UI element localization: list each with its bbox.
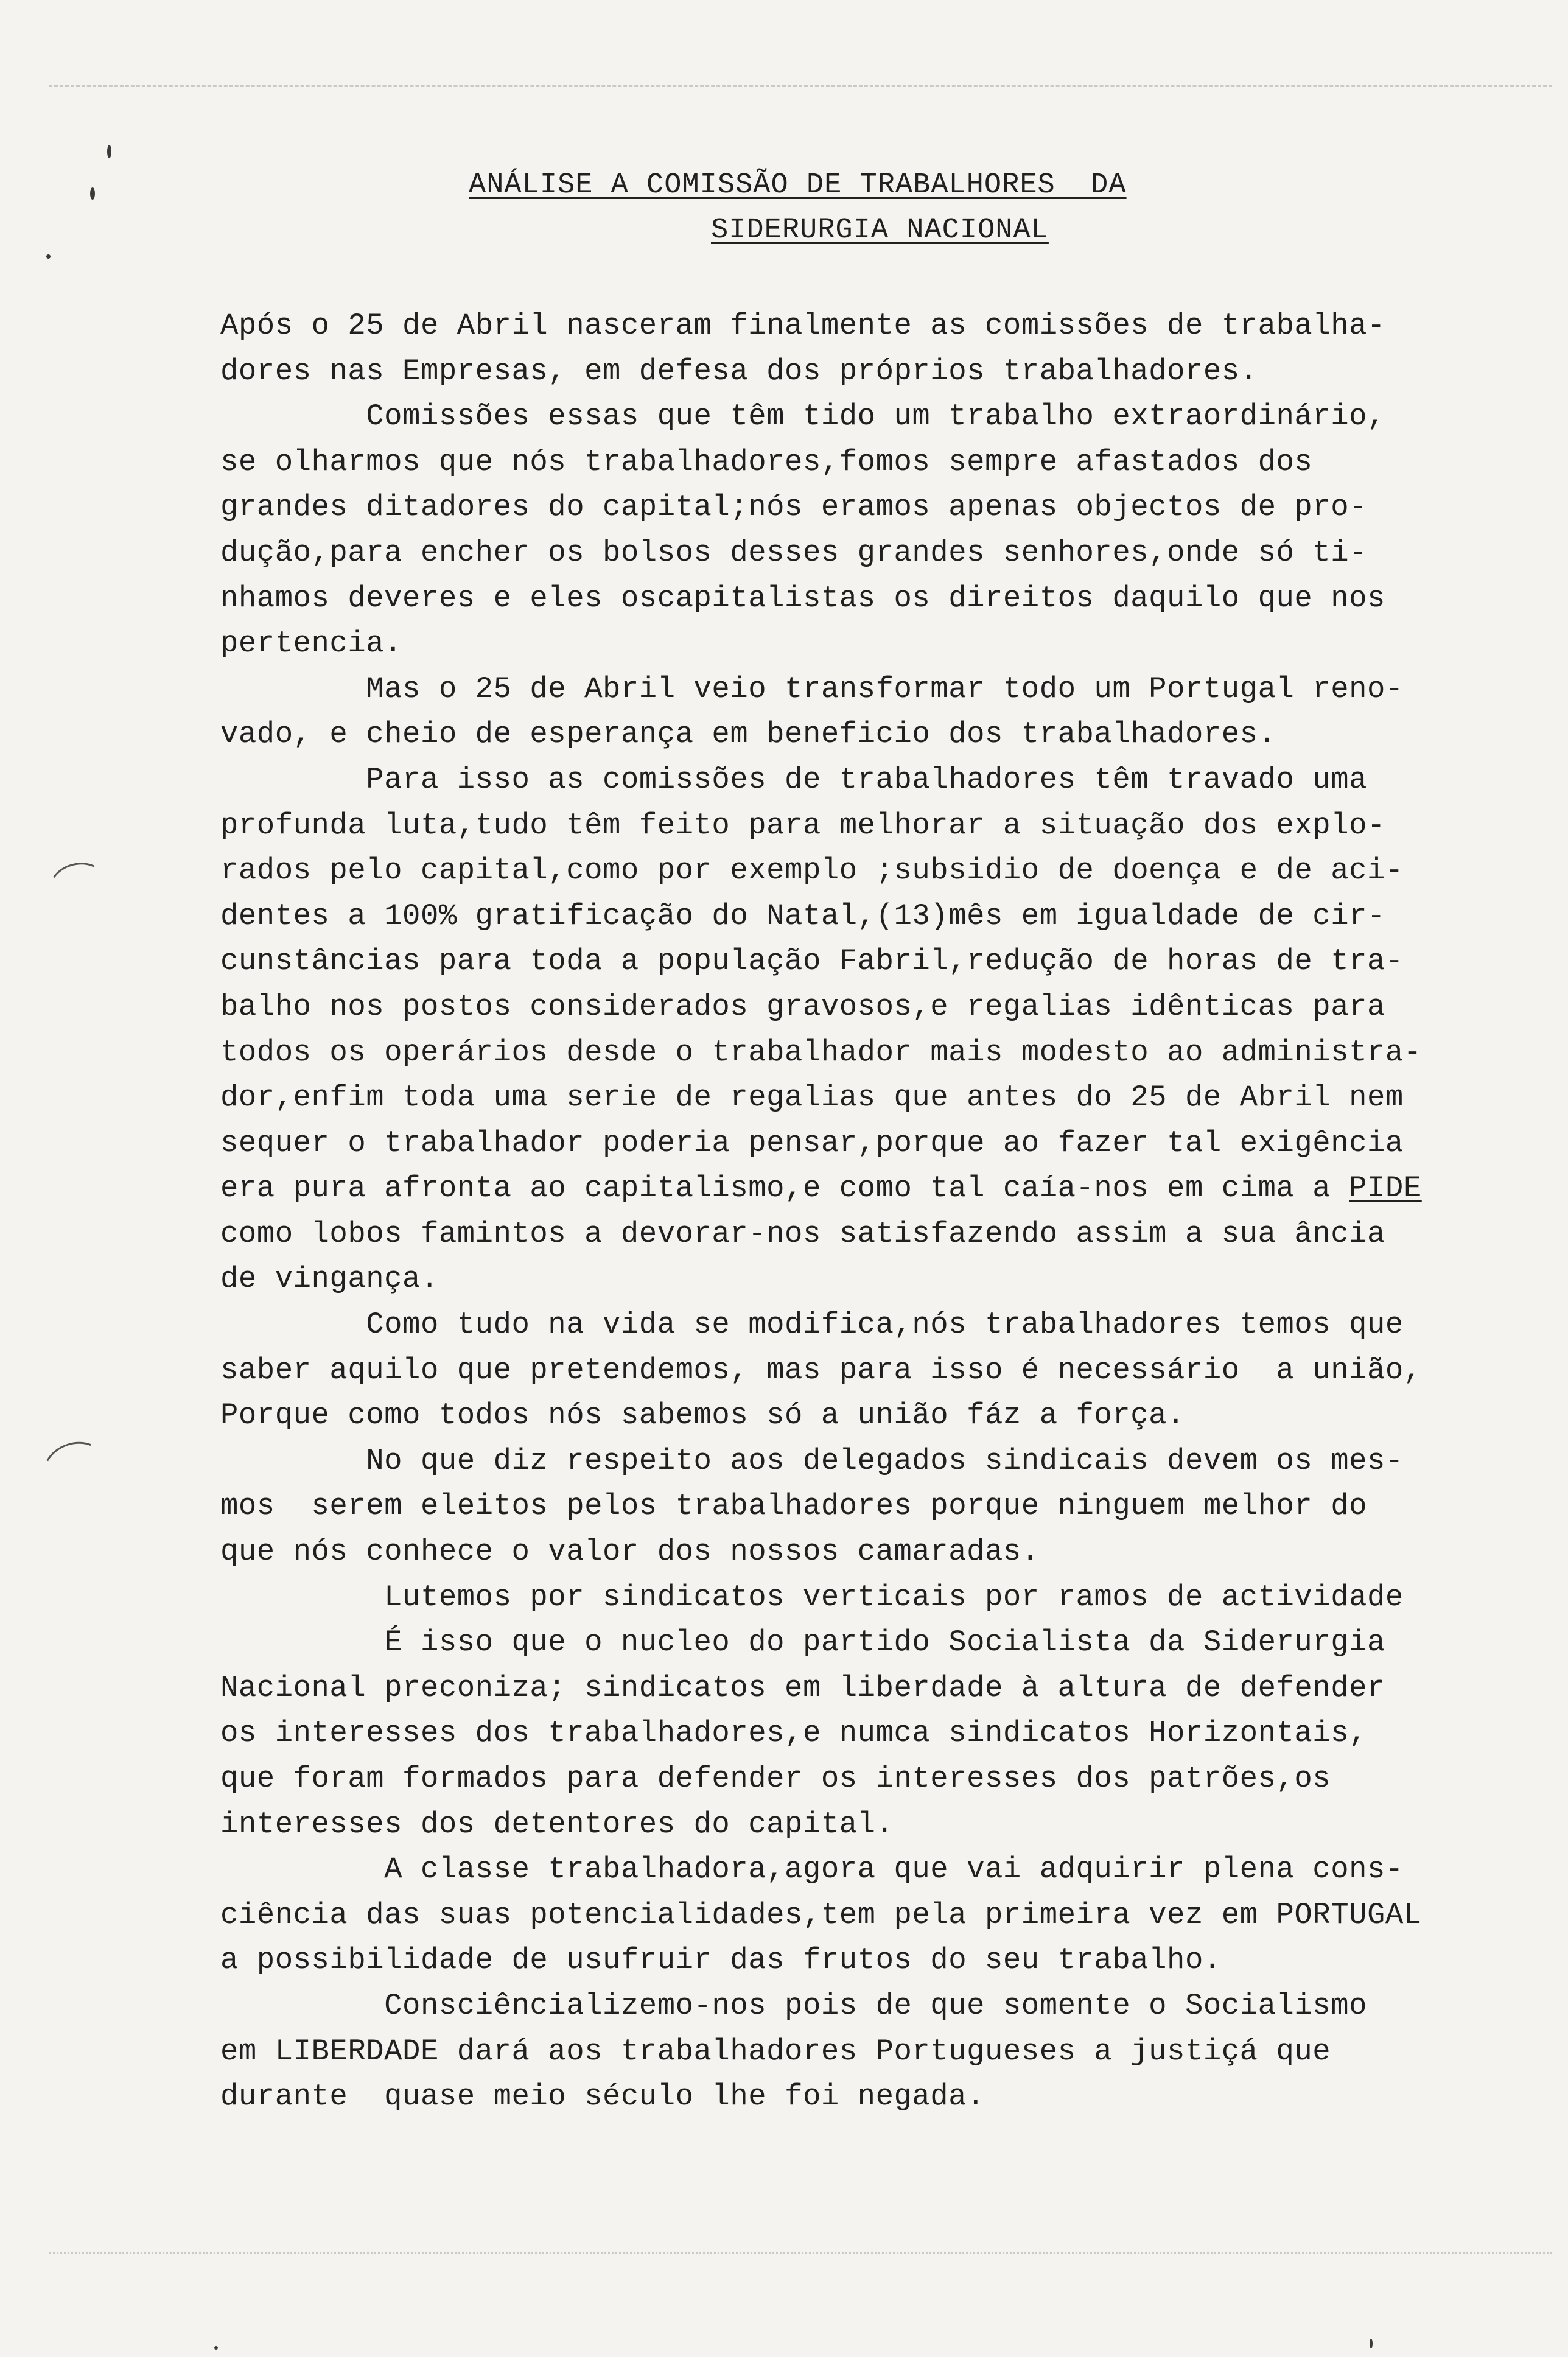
text-line: em LIBERDADE dará aos trabalhadores Portugueses a justiçá que xyxy=(220,2034,1331,2068)
margin-mark xyxy=(1370,2339,1373,2348)
text-line: dor,enfim toda uma serie de regalias que antes do 25 de Abril nem xyxy=(220,1080,1404,1115)
text-line: dores nas Empresas, em defesa dos próprios trabalhadores. xyxy=(220,354,1258,388)
text-line: dução,para encher os bolsos desses grandes senhores,onde só ti- xyxy=(220,535,1368,570)
text-line: dentes a 100% gratificação do Natal,(13)mês em igualdade de cir- xyxy=(220,898,1385,933)
text-line: profunda luta,tudo têm feito para melhorar a situação dos explo- xyxy=(220,808,1385,842)
margin-pencil-mark xyxy=(44,856,112,916)
body-text xyxy=(220,303,1474,2120)
text-line: Mas o 25 de Abril veio transformar todo um Portugal reno- xyxy=(220,671,1404,706)
text-line: os interesses dos trabalhadores,e numca sindicatos Horizontais, xyxy=(220,1716,1368,1751)
text-line: grandes ditadores do capital;nós eramos apenas objectos de pro- xyxy=(220,490,1368,525)
text-line: saber aquilo que pretendemos, mas para isso é necessário a união, xyxy=(220,1353,1422,1387)
text-line: a possibilidade de usufruir das frutos do seu trabalho. xyxy=(220,1943,1222,1978)
underlined-word: PIDE xyxy=(1349,1171,1422,1206)
text-line: No que diz respeito aos delegados sindicais devem os mes- xyxy=(220,1443,1404,1478)
text-line: rados pelo capital,como por exemplo ;subsidio de doença e de aci- xyxy=(220,853,1404,888)
text-line: que nós conhece o valor dos nossos camaradas. xyxy=(220,1535,1040,1569)
text-line: era pura afronta ao capitalismo,e como tal caía-nos em cima a PIDE xyxy=(220,1171,1422,1206)
text-line: mos serem eleitos pelos trabalhadores porque ninguem melhor do xyxy=(220,1489,1368,1524)
margin-mark xyxy=(46,254,51,259)
text-line: Como tudo na vida se modifica,nós trabalhadores temos que xyxy=(220,1308,1404,1342)
text-line: que foram formados para defender os interesses dos patrões,os xyxy=(220,1762,1331,1796)
text-line: de vingança. xyxy=(220,1262,439,1297)
text-line: ciência das suas potencialidades,tem pela primeira vez em PORTUGAL xyxy=(220,1897,1422,1932)
margin-mark xyxy=(214,2346,218,2350)
text-line: Para isso as comissões de trabalhadores têm travado uma xyxy=(220,762,1368,797)
text-line: balho nos postos considerados gravosos,e regalias idênticas para xyxy=(220,989,1385,1024)
text-line: Consciêncializemo-nos pois de que somente o Socialismo xyxy=(220,1988,1368,2023)
text-line: cunstâncias para toda a população Fabril,redução de horas de tra- xyxy=(220,944,1404,979)
text-line: Comissões essas que têm tido um trabalho extraordinário, xyxy=(220,399,1385,434)
text-line: vado, e cheio de esperança em beneficio dos trabalhadores. xyxy=(220,717,1276,752)
margin-mark xyxy=(90,187,95,200)
text-line: durante quase meio século lhe foi negada. xyxy=(220,2079,985,2114)
text-line: Porque como todos nós sabemos só a união fáz a força. xyxy=(220,1398,1185,1433)
text-line: pertencia. xyxy=(220,626,403,661)
margin-pencil-mark xyxy=(35,1433,114,1504)
text-line: interesses dos detentores do capital. xyxy=(220,1807,894,1841)
text-line: todos os operários desde o trabalhador mais modesto ao administra- xyxy=(220,1035,1422,1070)
text-line: É isso que o nucleo do partido Socialista da Siderurgia xyxy=(220,1625,1385,1660)
bottom-scan-edge xyxy=(49,2252,1552,2254)
text-line: Nacional preconiza; sindicatos em liberdade à altura de defender xyxy=(220,1670,1385,1705)
text-line: nhamos deveres e eles oscapitalistas os direitos daquilo que nos xyxy=(220,581,1385,615)
margin-mark xyxy=(107,145,111,158)
text-line: Após o 25 de Abril nasceram finalmente as comissões de trabalha- xyxy=(220,309,1385,343)
text-line: Lutemos por sindicatos verticais por ramos de actividade xyxy=(220,1580,1404,1614)
text-line: A classe trabalhadora,agora que vai adquirir plena cons- xyxy=(220,1852,1404,1887)
top-scan-edge xyxy=(49,85,1552,87)
text-line: se olharmos que nós trabalhadores,fomos sempre afastados dos xyxy=(220,444,1313,479)
title-line-1: ANÁLISE A COMISSÃO DE TRABALHORES DA xyxy=(469,169,1127,201)
text-line: sequer o trabalhador poderia pensar,porque ao fazer tal exigência xyxy=(220,1126,1404,1160)
title-line-2: SIDERURGIA NACIONAL xyxy=(711,214,1049,247)
text-line: como lobos famintos a devorar-nos satisfazendo assim a sua ância xyxy=(220,1216,1385,1251)
